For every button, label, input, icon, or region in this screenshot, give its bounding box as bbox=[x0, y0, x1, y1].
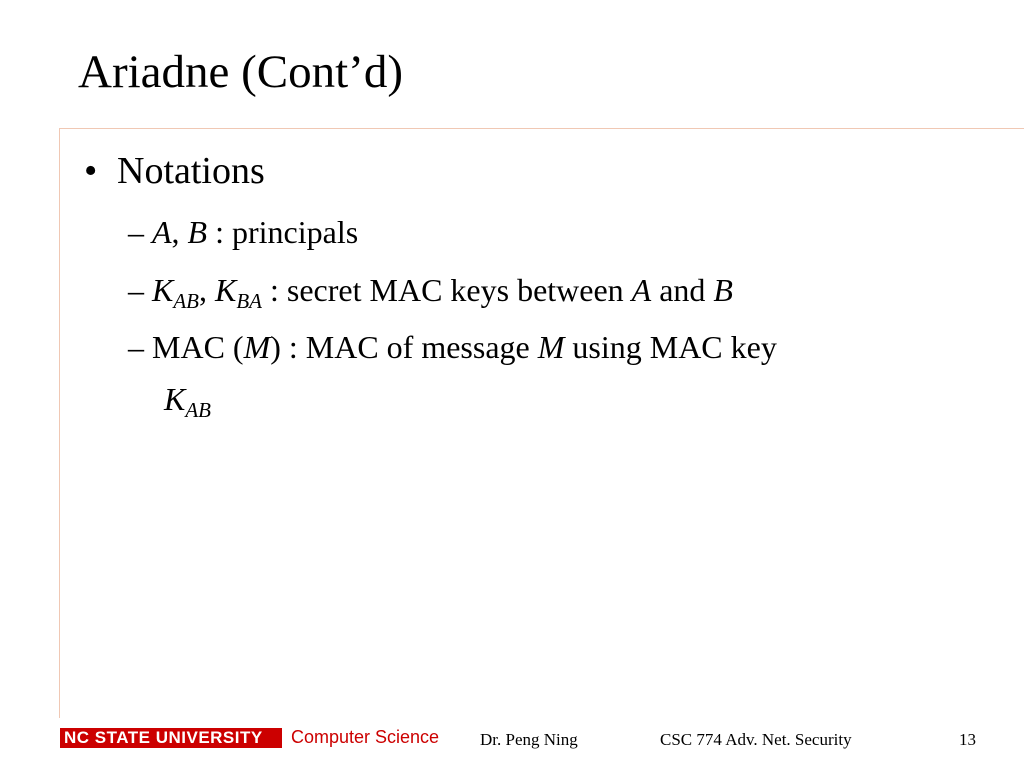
footer bbox=[0, 718, 1024, 768]
author-name: Dr. Peng Ning bbox=[480, 730, 578, 749]
symbol-a: A bbox=[152, 214, 172, 250]
symbol-m: M bbox=[243, 329, 271, 365]
mac-keys-text: : secret MAC keys between bbox=[270, 272, 624, 308]
course-name: CSC 774 Adv. Net. Security bbox=[660, 730, 852, 749]
symbol-b: B bbox=[713, 272, 733, 308]
bullet-marker: • bbox=[84, 150, 98, 192]
mac-of-message-text: : MAC of message bbox=[288, 329, 530, 365]
close-paren: ) bbox=[270, 329, 281, 365]
comma: , bbox=[199, 272, 207, 308]
sub-item-mac-function bbox=[128, 328, 777, 366]
dash: – bbox=[128, 214, 144, 250]
sub-item-mac-keys bbox=[128, 271, 733, 313]
nc-state-logo bbox=[60, 728, 282, 748]
symbol-a: A bbox=[631, 272, 652, 308]
top-divider bbox=[60, 128, 1024, 129]
symbol-k: K bbox=[164, 381, 186, 417]
page-number: 13 bbox=[959, 730, 976, 749]
logo-text: NC STATE UNIVERSITY bbox=[64, 728, 263, 747]
comma: , bbox=[171, 214, 180, 250]
bullet-label: Notations bbox=[117, 150, 265, 192]
symbol-b: B bbox=[187, 214, 208, 250]
symbol-m: M bbox=[537, 329, 565, 365]
subscript-ba: BA bbox=[236, 289, 262, 313]
dash: – bbox=[128, 272, 144, 308]
using-mac-key-text: using MAC key bbox=[572, 329, 777, 365]
symbol-k: K bbox=[152, 272, 174, 308]
dash: – bbox=[128, 329, 144, 365]
and-text: and bbox=[659, 272, 706, 308]
sub-item-mac-function-continued bbox=[164, 380, 211, 422]
principals-text: : principals bbox=[215, 214, 359, 250]
subscript-ab: AB bbox=[173, 289, 199, 313]
bullet-notations bbox=[84, 148, 265, 194]
open-paren: ( bbox=[232, 329, 244, 365]
mac-text: MAC bbox=[152, 329, 225, 365]
subscript-ab: AB bbox=[185, 398, 211, 422]
left-divider bbox=[59, 128, 60, 718]
slide-title: Ariadne (Cont’d) bbox=[78, 46, 403, 98]
symbol-k: K bbox=[215, 272, 237, 308]
sub-item-principals bbox=[128, 213, 358, 251]
department-name: Computer Science bbox=[291, 727, 440, 747]
